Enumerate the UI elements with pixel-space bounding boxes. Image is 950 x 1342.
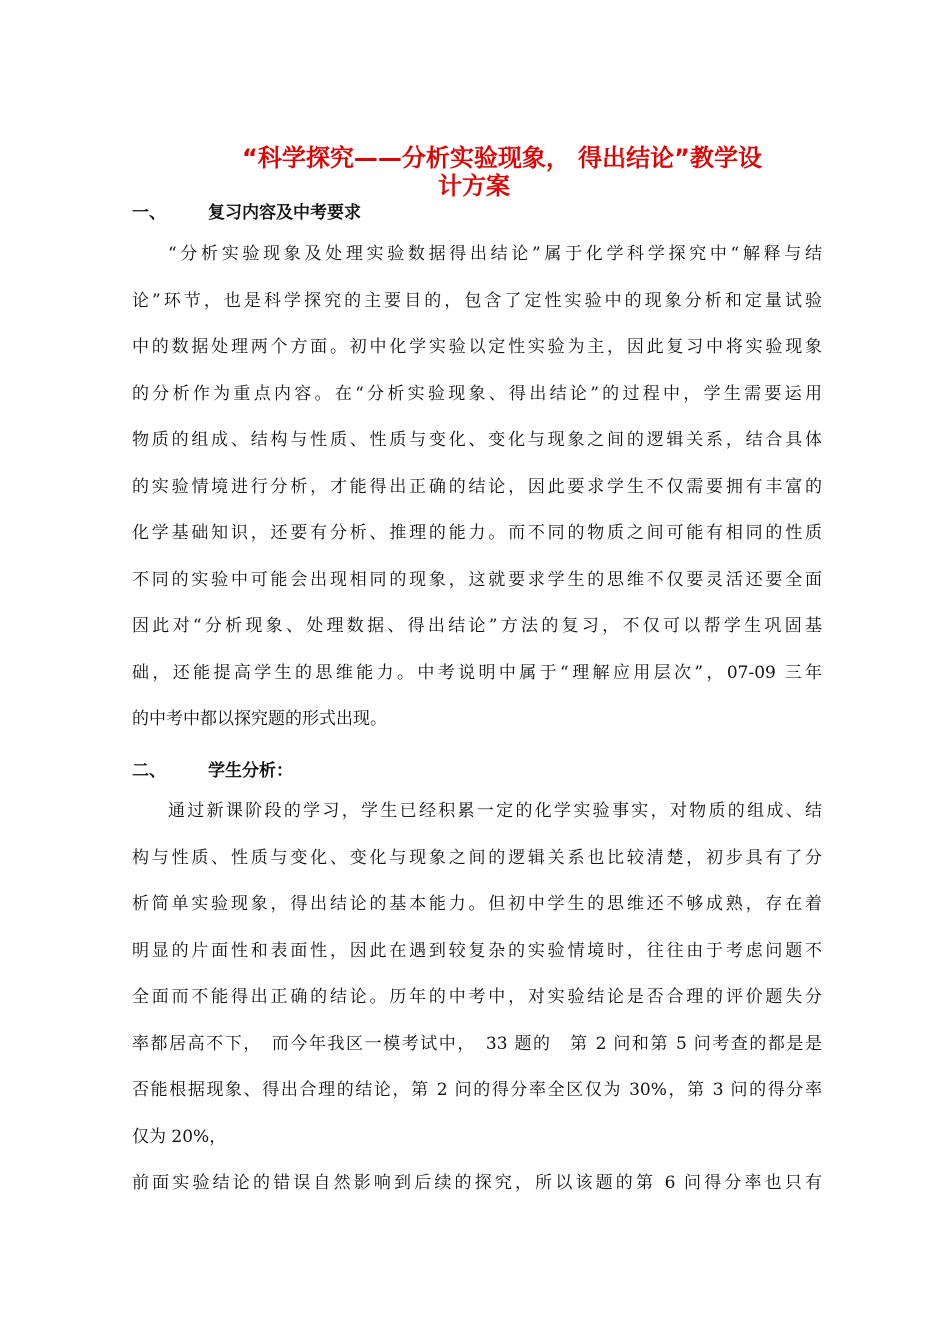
paragraph-line: 的实验情境进行分析，才能得出正确的结论，因此要求学生不仅需要拥有丰富的 [132, 477, 822, 497]
paragraph-line: 析简单实验现象，得出结论的基本能力。但初中学生的思维还不够成熟，存在着 [132, 894, 822, 914]
paragraph-line: 不同的实验中可能会出现相同的现象，这就要求学生的思维不仅要灵活还要全面 [132, 570, 822, 590]
paragraph-line: 化学基础知识，还要有分析、推理的能力。而不同的物质之间可能有相同的性质 [132, 523, 822, 543]
section-1-number: 一、 [132, 203, 166, 223]
paragraph-line: 仅为 20%， [132, 1127, 227, 1147]
paragraph-line: 因此对“分析现象、处理数据、得出结论”方法的复习，不仅可以帮学生巩固基 [132, 616, 822, 636]
paragraph-line: 的分析作为重点内容。在“分析实验现象、得出结论”的过程中，学生需要运用 [132, 384, 822, 404]
paragraph-line: 物质的组成、结构与性质、性质与变化、变化与现象之间的逻辑关系，结合具体 [132, 430, 822, 450]
paragraph-line: 通过新课阶段的学习，学生已经积累一定的化学实验事实，对物质的组成、结 [168, 801, 822, 821]
paragraph-line: 明显的片面性和表面性，因此在遇到较复杂的实验情境时，往往由于考虑问题不 [132, 941, 822, 961]
document-title-line-2: 计方案 [438, 172, 510, 200]
paragraph-line: 础，还能提高学生的思维能力。中考说明中属于“理解应用层次”，07-09 三年 [132, 663, 822, 683]
paragraph-line: 前面实验结论的错误自然影响到后续的探究，所以该题的第 6 问得分率也只有 [132, 1173, 822, 1193]
paragraph-line: “分析实验现象及处理实验数据得出结论”属于化学科学探究中“解释与结 [168, 244, 822, 264]
section-1-heading [132, 199, 361, 227]
document-title-line-1: “科学探究——分析实验现象， 得出结论”教学设 [242, 144, 762, 172]
paragraph-line: 中的数据处理两个方面。初中化学实验以定性实验为主，因此复习中将实验现象 [132, 337, 822, 357]
paragraph-line: 构与性质、性质与变化、变化与现象之间的逻辑关系也比较清楚，初步具有了分 [132, 848, 822, 868]
section-2-title: 学生分析： [208, 761, 293, 781]
paragraph-line: 的中考中都以探究题的形式出现。 [132, 709, 387, 729]
paragraph-line: 否能根据现象、得出合理的结论，第 2 问的得分率全区仅为 30%，第 3 问的得分率 [132, 1080, 822, 1100]
section-2-number: 二、 [132, 761, 166, 781]
paragraph-line: 率都居高不下， 而今年我区一模考试中， 33 题的 第 2 问和第 5 问考查的都是是 [132, 1034, 822, 1054]
paragraph-line: 全面而不能得出正确的结论。历年的中考中，对实验结论是否合理的评价题失分 [132, 987, 822, 1007]
paragraph-line: 论”环节，也是科学探究的主要目的，包含了定性实验中的现象分析和定量试验 [132, 291, 822, 311]
section-2-heading [132, 757, 293, 785]
section-1-title: 复习内容及中考要求 [208, 203, 361, 223]
